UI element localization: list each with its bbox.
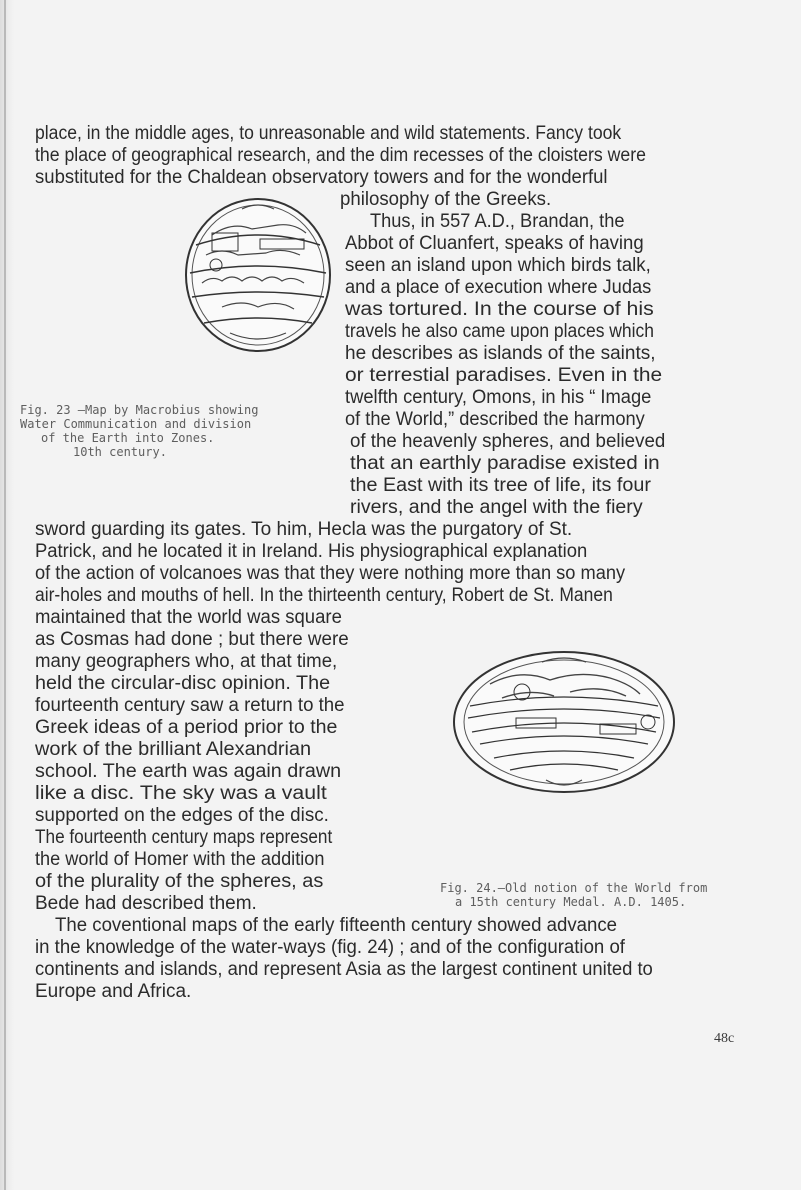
- page-gutter: [0, 0, 14, 1190]
- text-line: the place of geographical research, and the dim recesses of the cloisters were: [35, 145, 646, 166]
- caption-line: of the Earth into Zones.: [41, 431, 215, 445]
- text-line: held the circular-disc opinion. The: [35, 673, 331, 694]
- caption-line: a 15th century Medal. A.D. 1405.: [455, 895, 687, 909]
- text-line: The fourteenth century maps represent: [35, 827, 333, 848]
- text-line: or terrestial paradises. Even in the: [345, 365, 663, 386]
- text-line: and a place of execution where Judas: [345, 277, 652, 298]
- text-line: maintained that the world was square: [35, 607, 342, 628]
- text-line: rivers, and the angel with the fiery: [350, 497, 643, 518]
- text-line: philosophy of the Greeks.: [340, 189, 552, 210]
- text-line: The coventional maps of the early fifteenth century showed advance: [55, 915, 618, 936]
- text-line: he describes as islands of the saints,: [345, 343, 656, 364]
- caption-line: 10th century.: [73, 445, 167, 459]
- text-line: twelfth century, Omons, in his “ Image: [345, 387, 652, 408]
- text-line: was tortured. In the course of his: [345, 299, 654, 320]
- binding-line: [4, 0, 6, 1190]
- text-line: like a disc. The sky was a vault: [35, 783, 327, 804]
- text-line: school. The earth was again drawn: [35, 761, 342, 782]
- text-line: Thus, in 557 A.D., Brandan, the: [370, 211, 625, 232]
- macrobius-map-illustration: [182, 195, 334, 355]
- text-line: of the World,” described the harmony: [345, 409, 645, 430]
- text-line: that an earthly paradise existed in: [350, 453, 660, 474]
- text-line: place, in the middle ages, to unreasonable and wild statements. Fancy took: [35, 123, 622, 144]
- medal-world-illustration: [450, 648, 678, 796]
- text-line: work of the brilliant Alexandrian: [35, 739, 312, 760]
- caption-line: Fig. 23 —Map by Macrobius showing: [20, 403, 259, 417]
- text-line: as Cosmas had done ; but there were: [35, 629, 349, 650]
- page-number: 48c: [714, 1031, 735, 1046]
- text-line: seen an island upon which birds talk,: [345, 255, 651, 276]
- text-line: of the heavenly spheres, and believed: [350, 431, 666, 452]
- text-line: Greek ideas of a period prior to the: [35, 717, 338, 738]
- text-line: of the plurality of the spheres, as: [35, 871, 324, 892]
- text-line: Europe and Africa.: [35, 981, 192, 1002]
- text-line: substituted for the Chaldean observatory towers and for the wonderful: [35, 167, 608, 188]
- figure-23-map: [182, 195, 334, 355]
- text-line: travels he also came upon places which: [345, 321, 654, 342]
- caption-line: Water Communication and division: [20, 417, 252, 431]
- text-line: sword guarding its gates. To him, Hecla was the purgatory of St.: [35, 519, 573, 540]
- text-line: the East with its tree of life, its four: [350, 475, 651, 496]
- text-line: the world of Homer with the addition: [35, 849, 325, 870]
- text-line: Patrick, and he located it in Ireland. His physiographical explanation: [35, 541, 588, 562]
- text-line: air-holes and mouths of hell. In the thirteenth century, Robert de St. Manen: [35, 585, 613, 606]
- text-line: Abbot of Cluanfert, speaks of having: [345, 233, 644, 254]
- text-line: of the action of volcanoes was that they were nothing more than so many: [35, 563, 626, 584]
- text-line: fourteenth century saw a return to the: [35, 695, 345, 716]
- text-line: continents and islands, and represent Asia as the largest continent united to: [35, 959, 653, 980]
- caption-line: Fig. 24.—Old notion of the World from: [440, 881, 708, 895]
- text-line: many geographers who, at that time,: [35, 651, 338, 672]
- text-line: supported on the edges of the disc.: [35, 805, 329, 826]
- figure-24-medal: [450, 648, 678, 796]
- text-line: Bede had described them.: [35, 893, 257, 914]
- text-line: in the knowledge of the water-ways (fig. 24) ; and of the configuration of: [35, 937, 625, 958]
